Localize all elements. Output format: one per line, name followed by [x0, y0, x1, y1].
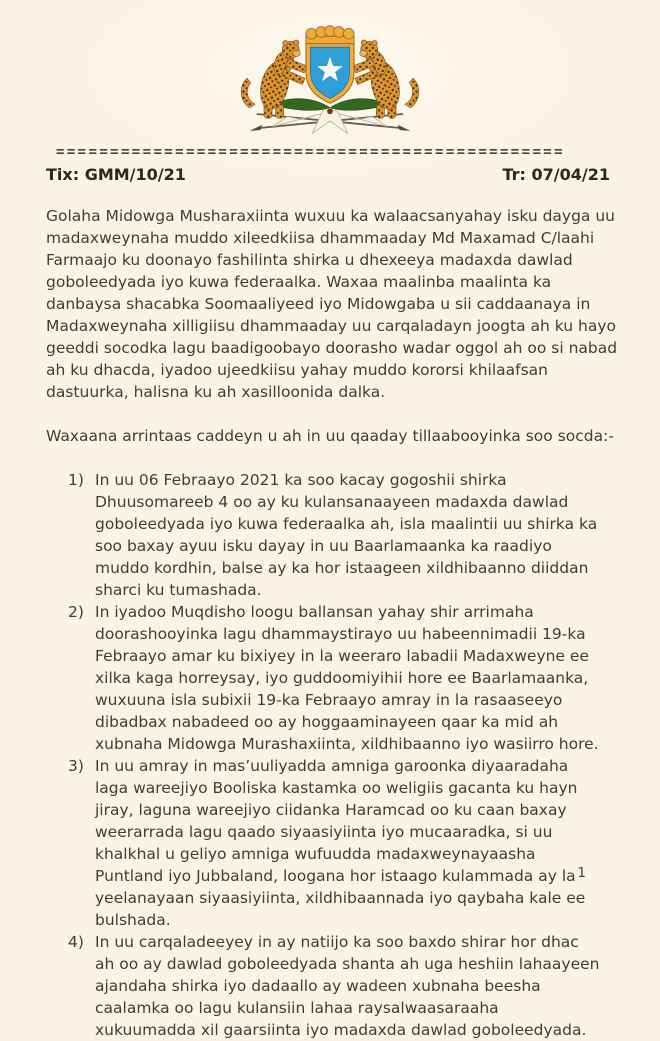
- list-item: [46, 469, 616, 601]
- list-item-text: In uu carqaladeeyey in ay natiijo ka soo baxdo shirar hor dhac ah oo ay dawlad goboleedyada shanta ah uga heshiin lahaayeen ajandaha shirka iyo dadaallo ay wadeen xubnaha beesha caalamka oo lagu kulansiin lahaa raysalwaasaraaha xukuumadda xil gaarsiinta iyo madaxda dawlad goboleedyada.: [95, 933, 600, 1039]
- list-item-text: In uu 06 Febraayo 2021 ka soo kacay gogoshii shirka Dhuusomareeb 4 oo ay ku kulansanaayeen madaxda dawlad goboleedyada iyo kuwa federaalka ah, isla maalintii uu shirka ka soo baxay ayuu isku dayay in uu Baarlamaanka ka raadiyo muddo kordhin, balse ay ka hor istaageen xildhibaanno diiddan sharci ku tumashada.: [95, 471, 598, 599]
- somalia-coat-of-arms-emblem: [223, 21, 437, 141]
- list-item: [46, 601, 616, 755]
- page-number: 1: [577, 865, 586, 881]
- list-item: [46, 931, 616, 1041]
- equals-separator-line: ===============================================: [56, 144, 565, 160]
- document-body: [0, 205, 660, 1041]
- list-item-number: 3): [68, 757, 84, 775]
- list-item-text: In iyadoo Muqdisho loogu ballansan yahay shir arrimaha doorashooyinka lagu dhammaystirayo uu habeennimadii 19-ka Febraayo amar ku bixiyey in la weeraro labadii Madaxweyne ee xilka kaga horreysay, iyo guddoomiyihii hore ee Baarlamaanka, wuxuuna isla subixii 19-ka Febraayo amray in la rasaaseeyo dibadbax nabadeed oo ay hoggaaminayeen qaar ka mid ah xubnaha Midowga Murashaxiinta, xildhibaanno iyo wasiirro hore.: [95, 603, 599, 753]
- list-item: [46, 755, 616, 931]
- reference-number: Tix: GMM/10/21: [46, 165, 186, 184]
- list-item-number: 1): [68, 471, 84, 489]
- list-item-number: 4): [68, 933, 84, 951]
- reference-date: Tr: 07/04/21: [502, 165, 610, 184]
- numbered-list: [46, 469, 616, 1041]
- lead-in-paragraph: Waxaana arrintaas caddeyn u ah in uu qaaday tillaabooyinka soo socda:-: [46, 427, 614, 445]
- list-item-number: 2): [68, 603, 84, 621]
- emblem-container: [0, 0, 660, 141]
- reference-row: [0, 160, 660, 186]
- list-item-text: In uu amray in mas’uuliyadda amniga garoonka diyaaradaha laga wareejiyo Booliska kastamka oo weligiis gacanta ku hayn jiray, laguna wareejiyo ciidanka Haramcad oo ku caan baxay weerarrada lagu qaado siyaasiyiinta iyo mucaaradka, si uu khalkhal u geliyo amniga wufuudda madaxweynayaasha Puntland iyo Jubbaland, loogana hor istaago kulammada ay la yeelanayaan siyaasiyiinta, xildhibaannada iyo qaybaha kale ee bulshada.: [95, 757, 586, 929]
- opening-paragraph: Golaha Midowga Musharaxiinta wuxuu ka walaacsanyahay isku dayga uu madaxweynaha muddo xileedkiisa dhammaaday Md Maxamad C/laahi Farmaajo ku doonayo fashilinta shirka u dhexeeya madaxda dawlad goboleedyada iyo kuwa federaalka. Waxaa maalinba maalinta ka danbaysa shacabka Soomaaliyeed iyo Midowgaba u sii caddaanaya in Madaxweynaha xilligiisu dhammaaday uu carqaladayn joogta ah ku hayo geeddi socodka lagu baadigoobayo doorasho wadar oggol ah oo si nabad ah ku dhacda, iyadoo ujeedkiisu yahay muddo kororsi khilaafsan dastuurka, halisna ku ah xasilloonida dalka.: [46, 207, 618, 401]
